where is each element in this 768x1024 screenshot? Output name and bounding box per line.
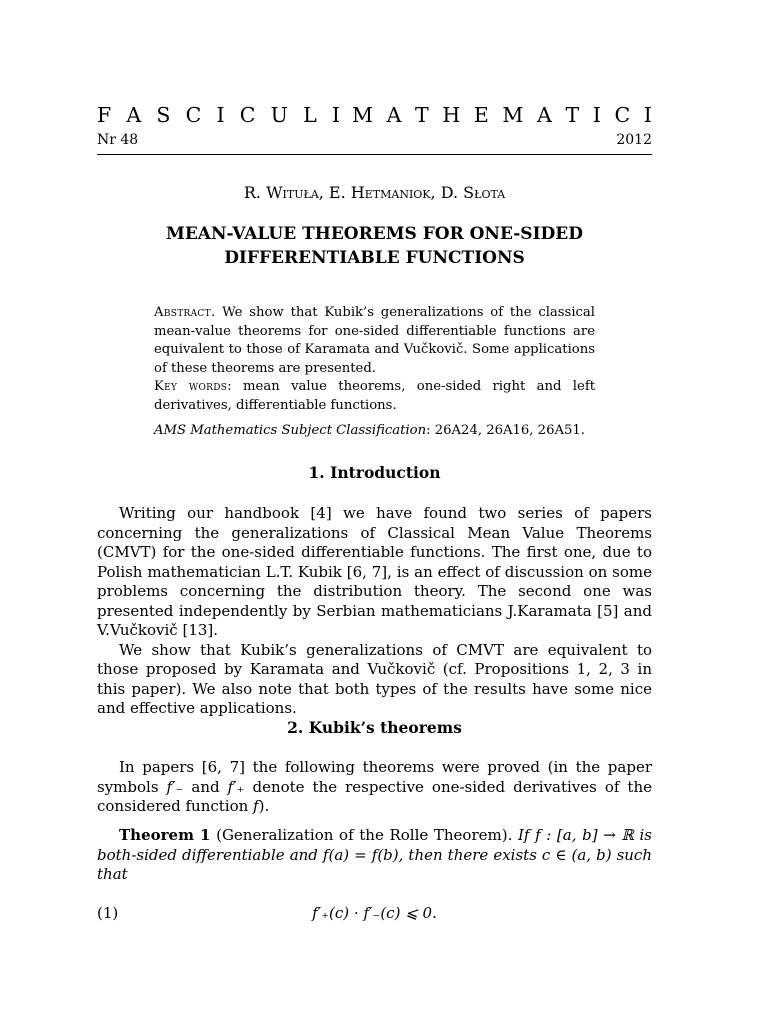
kubik-text-a: In papers [6, 7] the following theorems were proved (in the paper symbols [97, 758, 652, 796]
msc-text: : 26A24, 26A16, 26A51. [426, 423, 585, 438]
intro-paragraph-1: Writing our handbook [4] we have found two series of papers concerning the generalizations of Classical Mean Value Theorems (CMVT) for the one-sided differentiable functions. The first one, due to Polish mathematician L.T. Kubik [6, 7], is an effect of discussion on some problems concerning the distribution theory. The second one was presented independently by Serbian mathematicians J.Karamata [5] and V.Vučkovič [13]. [97, 504, 652, 639]
issue-row [97, 132, 652, 148]
abstract-text: We show that Kubik’s generalizations of the classical mean-value theorems for one-sided differentiable functions are equivalent to those of Karamata and Vučkovič. Some applications of these theorems are presented. [154, 305, 595, 376]
journal-word-2-letter: T [565, 103, 580, 127]
header-rule [97, 154, 652, 155]
issue-year: 2012 [616, 132, 652, 148]
abstract [154, 304, 595, 441]
issue-number: Nr 48 [97, 132, 139, 148]
journal-word-1-letter: F [97, 103, 112, 127]
journal-word-2-letter: T [415, 103, 429, 127]
kubik-body [97, 758, 652, 817]
theorem-1-statement: If f : [a, b] → ℝ is both-sided differentiable and f(a) = f(b), then there exists c ∈ (a, b) such that [97, 826, 652, 883]
equation-number: (1) [97, 904, 119, 922]
journal-word-2 [352, 102, 652, 128]
journal-word-1-letter: C [185, 103, 202, 127]
journal-word-2-letter: I [592, 103, 601, 127]
kubik-paragraph [97, 758, 652, 817]
journal-word-1-letter: S [156, 103, 171, 127]
journal-word-1-letter: C [239, 103, 256, 127]
journal-word-2-letter: A [386, 103, 402, 127]
abstract-paragraph [154, 304, 595, 378]
keywords-text: : mean value theorems, one-sided right and left derivatives, differentiable functions. [154, 379, 596, 413]
journal-word-2-letter: M [352, 103, 373, 127]
abstract-label: Abstract. [154, 305, 216, 320]
journal-word-1 [97, 102, 340, 128]
keywords-label: Key words [154, 379, 228, 394]
section-heading-kubik: 2. Kubik’s theorems [287, 718, 462, 737]
authors: R. Wituła, E. Hetmaniok, D. Słota [243, 183, 506, 202]
title-line-1: MEAN-VALUE THEOREMS FOR ONE-SIDED [166, 224, 583, 244]
section-heading-introduction: 1. Introduction [308, 463, 441, 482]
keywords [154, 378, 595, 415]
kubik-text-g: ). [258, 797, 270, 815]
equation-formula: f′₊(c) · f′₋(c) ⩽ 0. [312, 904, 437, 922]
theorem-1 [97, 826, 652, 885]
msc [154, 422, 595, 441]
journal-word-1-letter: A [126, 103, 142, 127]
journal-word-2-letter: I [643, 103, 652, 127]
journal-word-2-letter: H [442, 103, 461, 127]
kubik-symbol-f: f [253, 797, 259, 815]
journal-name [97, 102, 652, 128]
kubik-symbol-fplus: f′₊ [227, 777, 245, 796]
journal-word-2-letter: A [537, 103, 552, 127]
journal-word-2-letter: M [502, 103, 524, 127]
paper-title [97, 222, 652, 270]
journal-word-1-letter: I [331, 103, 340, 127]
journal-word-2-letter: C [614, 103, 631, 127]
kubik-text-c: and [183, 777, 228, 796]
journal-word-1-letter: U [270, 103, 288, 127]
kubik-text-e: denote the respective one-sided derivatives of the considered function [97, 777, 652, 815]
journal-word-1-letter: I [216, 103, 225, 127]
kubik-symbol-fminus: f′₋ [166, 777, 184, 796]
journal-word-2-letter: E [473, 103, 489, 127]
msc-label: AMS Mathematics Subject Classification [154, 423, 427, 438]
theorem-1-head: Theorem 1 [119, 826, 211, 844]
introduction-body [97, 504, 652, 719]
theorem-1-paren: (Generalization of the Rolle Theorem). [210, 826, 518, 844]
intro-paragraph-2: We show that Kubik’s generalizations of CMVT are equivalent to those proposed by Karamata and Vučkovič (cf. Propositions 1, 2, 3 in this paper). We also note that both types of the results have some nice and effective applications. [97, 640, 652, 717]
journal-word-1-letter: L [303, 103, 317, 127]
title-line-2: DIFFERENTIABLE FUNCTIONS [224, 248, 525, 268]
